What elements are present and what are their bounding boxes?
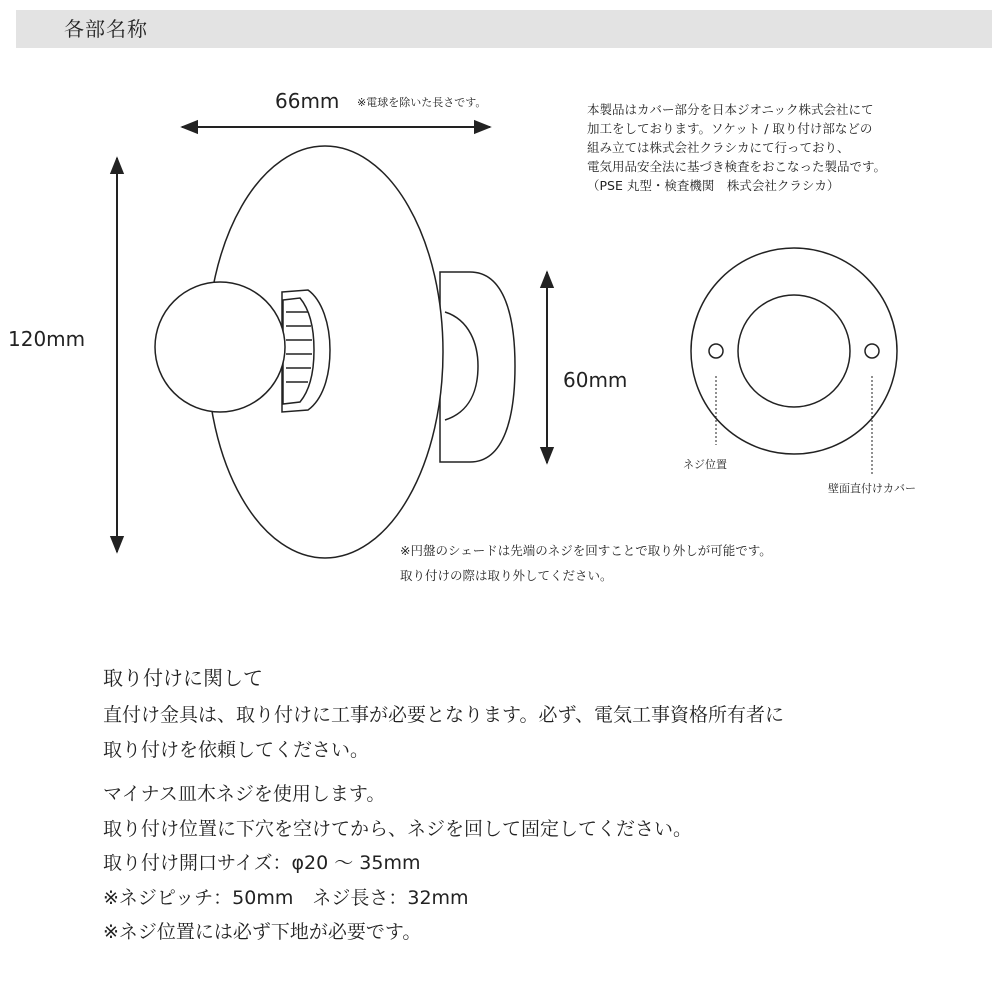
bulb bbox=[155, 282, 285, 412]
base-opening-circle bbox=[738, 295, 850, 407]
installation-text-line: 取り付けを依頼してください。 bbox=[103, 738, 370, 761]
manufacturing-note bbox=[587, 100, 987, 195]
note-line: 電気用品安全法に基づき検査をおこなった製品です。 bbox=[587, 159, 887, 174]
base-outer-circle bbox=[691, 248, 897, 454]
note-line: 本製品はカバー部分を日本ジオニック株式会社にて bbox=[587, 102, 874, 117]
installation-title: 取り付けに関して bbox=[103, 666, 263, 690]
width-note: ※電球を除いた長さです。 bbox=[357, 96, 487, 109]
note-line: 組み立ては株式会社クラシカにて行っており、 bbox=[587, 140, 850, 155]
shade-note-line: 取り付けの際は取り外してください。 bbox=[400, 568, 613, 583]
wall-cover-label: 壁面直付けカバー bbox=[828, 482, 916, 495]
installation-text-line: 取り付け開口サイズ：φ20 ～ 35mm bbox=[103, 852, 421, 874]
shade-removal-note bbox=[400, 538, 960, 588]
note-line: 加工をしております。ソケット / 取り付け部などの bbox=[587, 121, 873, 136]
installation-text-line: ※ネジピッチ：50mm ネジ長さ：32mm bbox=[103, 886, 469, 909]
note-line: （PSE 丸型・検査機関 株式会社クラシカ） bbox=[587, 178, 840, 193]
base-front-view bbox=[691, 248, 897, 475]
lamp-side-view bbox=[155, 146, 515, 558]
installation-text-line: マイナス皿木ネジを使用します。 bbox=[103, 783, 386, 805]
installation-text-line: ※ネジ位置には必ず下地が必要です。 bbox=[103, 921, 422, 943]
width-label: 66mm bbox=[275, 89, 340, 113]
height-label: 120mm bbox=[8, 327, 86, 351]
installation-text-line: 取り付け位置に下穴を空けてから、ネジを回して固定してください。 bbox=[103, 817, 693, 840]
screw-hole-left bbox=[709, 344, 723, 358]
screw-position-label: ネジ位置 bbox=[683, 458, 727, 471]
base-height-label: 60mm bbox=[563, 368, 628, 392]
installation-text-line: 直付け金具は、取り付けに工事が必要となります。必ず、電気工事資格所有者に bbox=[103, 704, 784, 726]
screw-hole-right bbox=[865, 344, 879, 358]
section-title: 各部名称 bbox=[64, 17, 148, 41]
installation-section bbox=[103, 660, 983, 950]
shade-note-line: ※円盤のシェードは先端のネジを回すことで取り外しが可能です。 bbox=[400, 543, 772, 558]
